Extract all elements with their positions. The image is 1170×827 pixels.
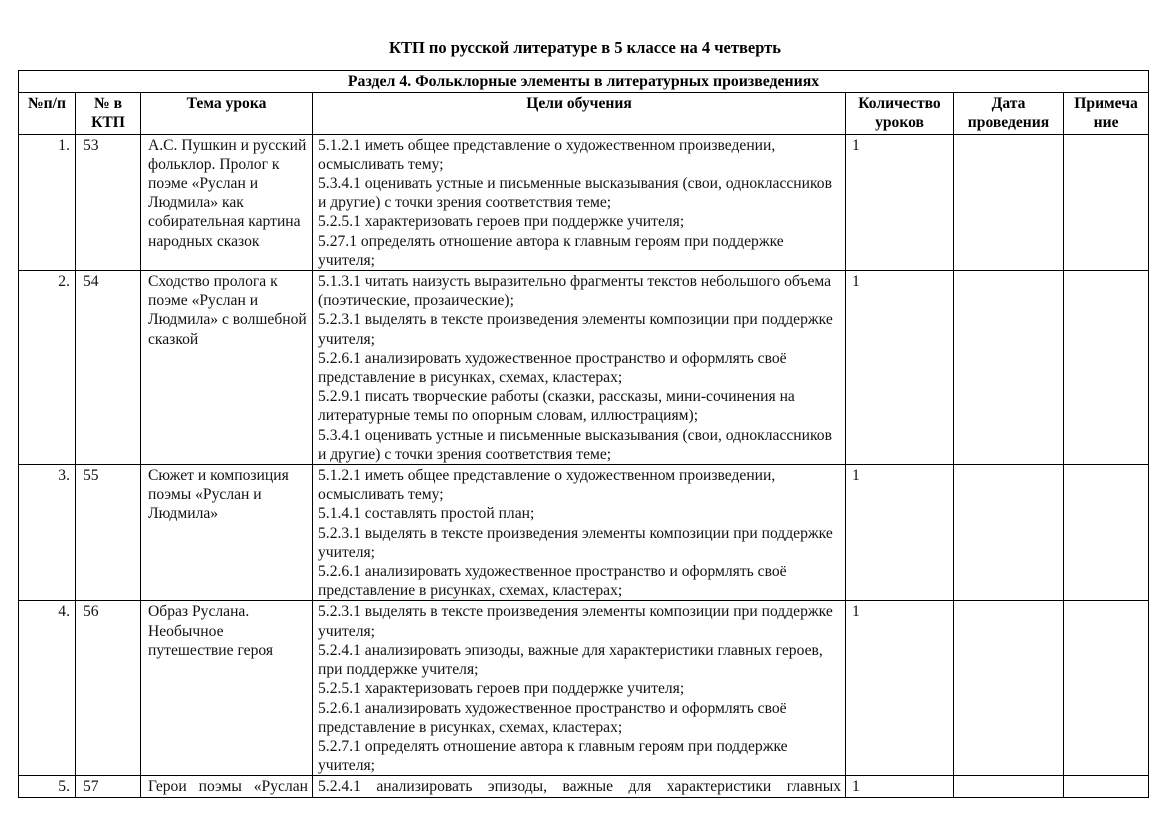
cell-learning-goals	[313, 601, 846, 776]
cell-date	[954, 134, 1064, 270]
clipped-text: Герои поэмы «Руслан	[148, 778, 308, 796]
learning-goal-text: 5.1.2.1 иметь общее представление о художественном произведении, осмысливать тему;	[318, 136, 776, 173]
column-header-learning-goals: Цели обучения	[313, 93, 846, 134]
cell-lesson-topic: Сходство пролога к поэме «Руслан и Людмила» с волшебной сказкой	[141, 271, 313, 465]
learning-goal-text: 5.2.6.1 анализировать художественное пространство и оформлять своё представление в рисунках, схемах, кластерах;	[318, 699, 787, 736]
cell-lesson-topic: А.С. Пушкин и русский фольклор. Пролог к поэме «Руслан и Людмила» как собирательная картина народных сказок	[141, 134, 313, 270]
learning-goal-text: 5.1.3.1 читать наизусть выразительно фрагменты текстов небольшого объема (поэтические, прозаические);	[318, 273, 832, 310]
cell-note	[1064, 776, 1149, 798]
column-header-lesson-count: Количество уроков	[846, 93, 954, 134]
cell-row-number	[19, 776, 76, 798]
cell-row-number: 4.	[19, 601, 76, 776]
cell-date	[954, 465, 1064, 601]
cell-date	[954, 601, 1064, 776]
section-header-row	[19, 71, 1149, 93]
section-header: Раздел 4. Фольклорные элементы в литературных произведениях	[19, 71, 1149, 93]
cell-lesson-count	[846, 776, 954, 798]
cell-row-number: 1.	[19, 134, 76, 270]
cell-row-number: 2.	[19, 271, 76, 465]
cell-learning-goals	[313, 271, 846, 465]
table-row	[19, 465, 1149, 601]
learning-goal-text: 5.2.5.1 характеризовать героев при поддержке учителя;	[318, 680, 685, 698]
cell-note	[1064, 271, 1149, 465]
learning-goal-text: 5.2.4.1 анализировать эпизоды, важные для характеристики главных героев, при поддержке учителя;	[318, 641, 823, 679]
cell-date	[954, 776, 1064, 798]
cell-learning-goals	[313, 465, 846, 601]
learning-goal-text: 5.27.1 определять отношение автора к главным героям при поддержке учителя;	[318, 232, 784, 269]
cell-lesson-count: 1	[846, 134, 954, 270]
learning-goal-text: 5.2.4.1 анализировать эпизоды, важные для характеристики главных	[318, 778, 841, 796]
table-row-clipped	[19, 776, 1149, 798]
column-header-note: Примечание	[1064, 93, 1149, 134]
cell-lesson-count: 1	[846, 465, 954, 601]
learning-goal-text: 5.3.4.1 оценивать устные и письменные высказывания (свои, одноклассников и другие) с точки зрения соответствия теме;	[318, 426, 832, 463]
cell-ktp-number: 55	[76, 465, 141, 601]
table-row	[19, 271, 1149, 465]
learning-goal-text: 5.2.9.1 писать творческие работы (сказки, рассказы, мини-сочинения на литературные темы по опорным словам, иллюстрациям);	[318, 388, 795, 425]
clipped-text	[959, 777, 1059, 797]
cell-lesson-topic	[141, 776, 313, 798]
column-header-row	[19, 93, 1149, 134]
cell-note	[1064, 465, 1149, 601]
learning-goal-text: 5.3.4.1 оценивать устные и письменные высказывания (свои, одноклассников и другие) с точки зрения соответствия теме;	[318, 175, 832, 212]
learning-goal-text: 5.1.2.1 иметь общее представление о художественном произведении, осмысливать тему;	[318, 467, 776, 504]
learning-goal-text: 5.1.4.1 составлять простой план;	[318, 505, 535, 523]
clipped-text: 57	[83, 778, 99, 796]
cell-lesson-topic: Сюжет и композиция поэмы «Руслан и Людмила»	[141, 465, 313, 601]
table-row	[19, 134, 1149, 270]
cell-lesson-count: 1	[846, 271, 954, 465]
cell-note	[1064, 601, 1149, 776]
clipped-text	[1069, 777, 1144, 797]
cell-ktp-number: 53	[76, 134, 141, 270]
column-header-ktp-number: № в КТП	[76, 93, 141, 134]
curriculum-table	[18, 70, 1149, 798]
table-row	[19, 601, 1149, 776]
learning-goal-text: 5.2.7.1 определять отношение автора к главным героям при поддержке учителя;	[318, 737, 788, 775]
column-header-lesson-topic: Тема урока	[141, 93, 313, 134]
column-header-date: Дата проведения	[954, 93, 1064, 134]
cell-learning-goals	[313, 134, 846, 270]
cell-ktp-number	[76, 776, 141, 798]
cell-date	[954, 271, 1064, 465]
learning-goal-text: 5.2.5.1 характеризовать героев при поддержке учителя;	[318, 213, 685, 231]
column-header-row-number: №п/п	[19, 93, 76, 134]
cell-row-number: 3.	[19, 465, 76, 601]
page-title: КТП по русской литературе в 5 классе на 4 четверть	[388, 38, 782, 57]
learning-goal-text: 5.2.3.1 выделять в тексте произведения элементы композиции при поддержке учителя;	[318, 603, 833, 640]
cell-lesson-count: 1	[846, 601, 954, 776]
clipped-text: 5.	[58, 778, 70, 796]
cell-learning-goals	[313, 776, 846, 798]
cell-ktp-number: 54	[76, 271, 141, 465]
learning-goal-text: 5.2.3.1 выделять в тексте произведения элементы композиции при поддержке учителя;	[318, 524, 833, 561]
clipped-text: 1	[852, 778, 860, 796]
learning-goal-text: 5.2.6.1 анализировать художественное пространство и оформлять своё представление в рисунках, схемах, кластерах;	[318, 563, 787, 600]
cell-lesson-topic: Образ Руслана. Необычное путешествие героя	[141, 601, 313, 776]
learning-goal-text: 5.2.6.1 анализировать художественное пространство и оформлять своё представление в рисунках, схемах, кластерах;	[318, 349, 787, 387]
learning-goal-text: 5.2.3.1 выделять в тексте произведения элементы композиции при поддержке учителя;	[318, 311, 833, 348]
cell-ktp-number: 56	[76, 601, 141, 776]
clipped-text	[318, 777, 841, 797]
cell-note	[1064, 134, 1149, 270]
